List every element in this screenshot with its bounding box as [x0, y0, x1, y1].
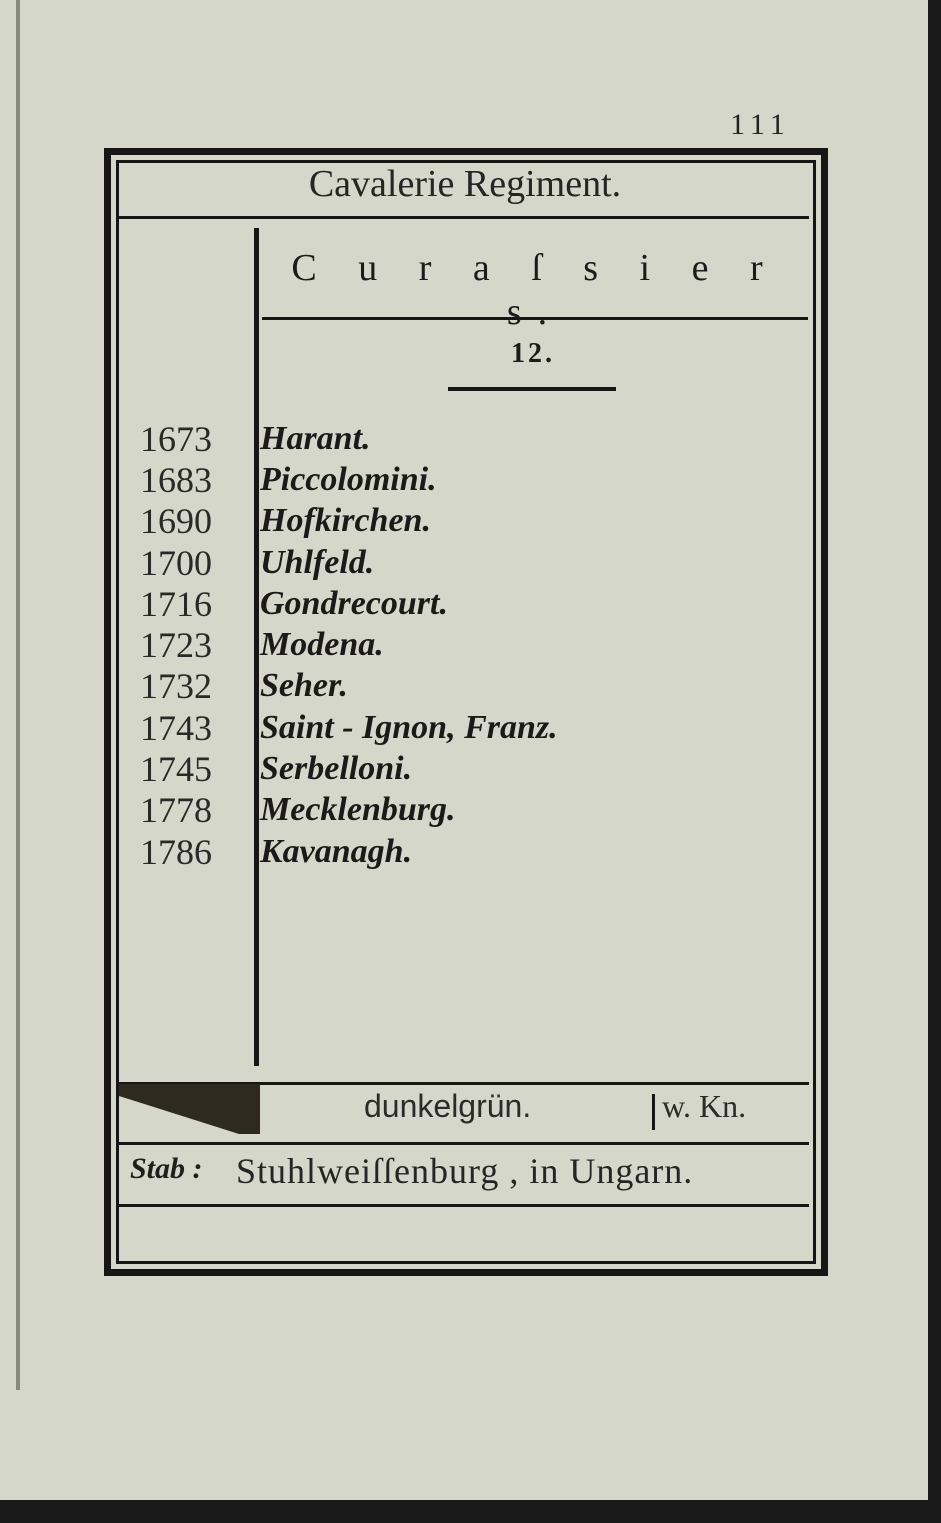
entry-name: Seher. [260, 667, 348, 705]
entry-year: 1673 [140, 418, 212, 459]
entry-year: 1723 [140, 625, 212, 666]
entry-year: 1732 [140, 666, 212, 707]
table-title: Cavalerie Regiment. [308, 163, 622, 205]
regiment-number: 12. [511, 338, 555, 369]
entry-name: Harant. [260, 419, 371, 457]
regiment-number-underline [448, 387, 616, 391]
category-heading: C u r a ſ s i e r s. [291, 247, 779, 333]
stab-row-bottom-rule [119, 1204, 809, 1207]
entry-name: Saint - Ignon, Franz. [260, 708, 558, 746]
stab-location: Stuhlweiſſenburg , in Ungarn. [236, 1151, 694, 1191]
entry-year: 1745 [140, 749, 212, 790]
entry-year: 1743 [140, 707, 212, 748]
list-item [128, 831, 788, 872]
stab-label: Stab : [130, 1152, 203, 1185]
list-item [128, 624, 788, 665]
entry-name: Gondrecourt. [260, 584, 448, 622]
entry-name: Uhlfeld. [260, 543, 375, 581]
list-item [128, 748, 788, 789]
entry-name: Piccolomini. [260, 460, 437, 498]
list-item [128, 583, 788, 624]
page-number: 111 [730, 108, 791, 141]
header-divider [119, 216, 809, 219]
buttons-divider [652, 1094, 655, 1130]
button-color: w. Kn. [662, 1088, 747, 1124]
list-item [128, 790, 788, 831]
binding-edge [16, 0, 20, 1390]
list-item [128, 418, 788, 459]
entry-year: 1716 [140, 583, 212, 624]
list-item [128, 459, 788, 500]
entry-year: 1690 [140, 501, 212, 542]
entry-name: Mecklenburg. [260, 791, 456, 829]
entry-year: 1786 [140, 831, 212, 872]
color-row-bottom-rule [119, 1142, 809, 1145]
list-item [128, 501, 788, 542]
list-item [128, 707, 788, 748]
entry-year: 1683 [140, 459, 212, 500]
uniform-color: dunkelgrün. [364, 1088, 532, 1124]
facing-color-swatch [119, 1084, 260, 1134]
list-item [128, 666, 788, 707]
entry-name: Serbelloni. [260, 750, 413, 788]
entry-year: 1778 [140, 790, 212, 831]
entry-name: Kavanagh. [260, 832, 413, 870]
entry-name: Modena. [260, 626, 384, 664]
list-item [128, 542, 788, 583]
entry-year: 1700 [140, 542, 212, 583]
entry-name: Hofkirchen. [260, 502, 431, 540]
colonel-list [128, 418, 788, 872]
